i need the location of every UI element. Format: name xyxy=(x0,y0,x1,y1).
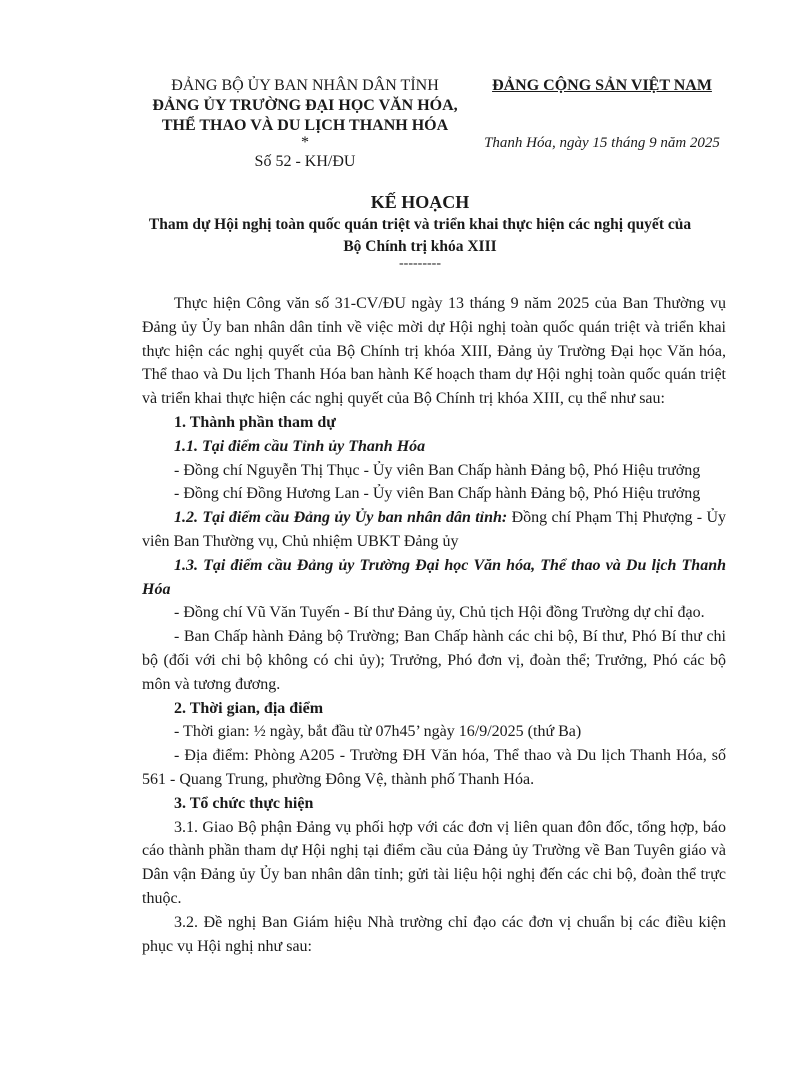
section-3-2-paragraph: 3.2. Đề nghị Ban Giám hiệu Nhà trường chỉ đạo các đơn vị chuẩn bị các điều kiện phục vụ Hội nghị như sau: xyxy=(142,913,726,955)
document-title: KẾ HOẠCH xyxy=(370,192,470,212)
title-divider: --------- xyxy=(399,256,441,271)
party-header xyxy=(484,76,720,153)
star-mark: * xyxy=(301,134,309,151)
section-3-1-paragraph: 3.1. Giao Bộ phận Đảng vụ phối hợp với các đơn vị liên quan đôn đốc, tổng hợp, báo cáo thành phần tham dự Hội nghị tại điểm cầu của Đảng ủy Trường về Ban Tuyên giáo và Dân vận Đảng ủy Ủy ban nhân dân tỉnh; gửi tài liệu hội nghị đến các chi bộ, đoàn thể trực thuộc. xyxy=(142,818,726,907)
document-body xyxy=(142,292,726,958)
section-1-1-item-1: - Đồng chí Nguyễn Thị Thục - Ủy viên Ban Chấp hành Đảng bộ, Phó Hiệu trưởng xyxy=(174,461,701,479)
place-date: Thanh Hóa, ngày 15 tháng 9 năm 2025 xyxy=(484,135,720,151)
issuing-organization xyxy=(140,76,470,172)
org-line-1: ĐẢNG BỘ ỦY BAN NHÂN DÂN TỈNH xyxy=(171,77,439,94)
intro-paragraph: Thực hiện Công văn số 31-CV/ĐU ngày 13 tháng 9 năm 2025 của Ban Thường vụ Đảng ủy Ủy ban nhân dân tỉnh về việc mời dự Hội nghị toàn quốc quán triệt và triển khai thực hiện các nghị quyết của Bộ Chính trị khóa XIII, Đảng ủy Trường Đại học Văn hóa, Thể thao và Du lịch Thanh Hóa ban hành Kế hoạch tham dự Hội nghị toàn quốc quán triệt và triển khai thực hiện các nghị quyết của Bộ Chính trị khóa XIII, cụ thể như sau: xyxy=(142,295,726,408)
section-1-3-item-1: - Đồng chí Vũ Văn Tuyến - Bí thư Đảng ủy, Chủ tịch Hội đồng Trường dự chỉ đạo. xyxy=(174,604,705,622)
section-1-2-paragraph xyxy=(142,506,726,554)
org-line-3: THỂ THAO VÀ DU LỊCH THANH HÓA xyxy=(161,117,449,134)
section-2-item-1: - Thời gian: ½ ngày, bắt đầu từ 07h45’ ngày 16/9/2025 (thứ Ba) xyxy=(174,723,582,741)
document-subtitle-line-1: Tham dự Hội nghị toàn quốc quán triệt và triển khai thực hiện các nghị quyết của xyxy=(148,216,692,233)
document-number: Số 52 - KH/ĐU xyxy=(254,153,356,170)
section-1-1-heading: 1.1. Tại điểm cầu Tỉnh ủy Thanh Hóa xyxy=(174,437,426,455)
section-3-heading: 3. Tổ chức thực hiện xyxy=(174,794,314,812)
section-1-3-heading: 1.3. Tại điểm cầu Đảng ủy Trường Đại học Văn hóa, Thể thao và Du lịch Thanh Hóa xyxy=(142,556,726,598)
section-1-2-text: Đồng chí Phạm Thị Phượng - Ủy viên Ban Thường vụ, Chủ nhiệm UBKT Đảng ủy xyxy=(142,509,727,550)
document-subtitle-line-2: Bộ Chính trị khóa XIII xyxy=(343,238,497,255)
section-1-1-item-2: - Đồng chí Đồng Hương Lan - Ủy viên Ban Chấp hành Đảng bộ, Phó Hiệu trưởng xyxy=(174,485,701,503)
party-name: ĐẢNG CỘNG SẢN VIỆT NAM xyxy=(492,77,712,94)
section-2-heading: 2. Thời gian, địa điểm xyxy=(174,699,324,717)
section-1-3-item-2: - Ban Chấp hành Đảng bộ Trường; Ban Chấp hành các chi bộ, Bí thư, Phó Bí thư chi bộ (đối với chi bộ không có chi ủy); Trưởng, Phó đơn vị, đoàn thể; Trưởng, Phó các bộ môn và tương đương. xyxy=(142,628,726,693)
section-1-2-heading: 1.2. Tại điểm cầu Đảng ủy Ủy ban nhân dân tỉnh: xyxy=(174,509,508,527)
section-1-heading: 1. Thành phần tham dự xyxy=(174,413,336,431)
section-2-item-2: - Địa điểm: Phòng A205 - Trường ĐH Văn hóa, Thể thao và Du lịch Thanh Hóa, số 561 - Quang Trung, phường Đông Vệ, thành phố Thanh Hóa. xyxy=(142,747,726,788)
org-line-2: ĐẢNG ỦY TRƯỜNG ĐẠI HỌC VĂN HÓA, xyxy=(152,97,458,114)
document-title-block xyxy=(120,190,720,270)
